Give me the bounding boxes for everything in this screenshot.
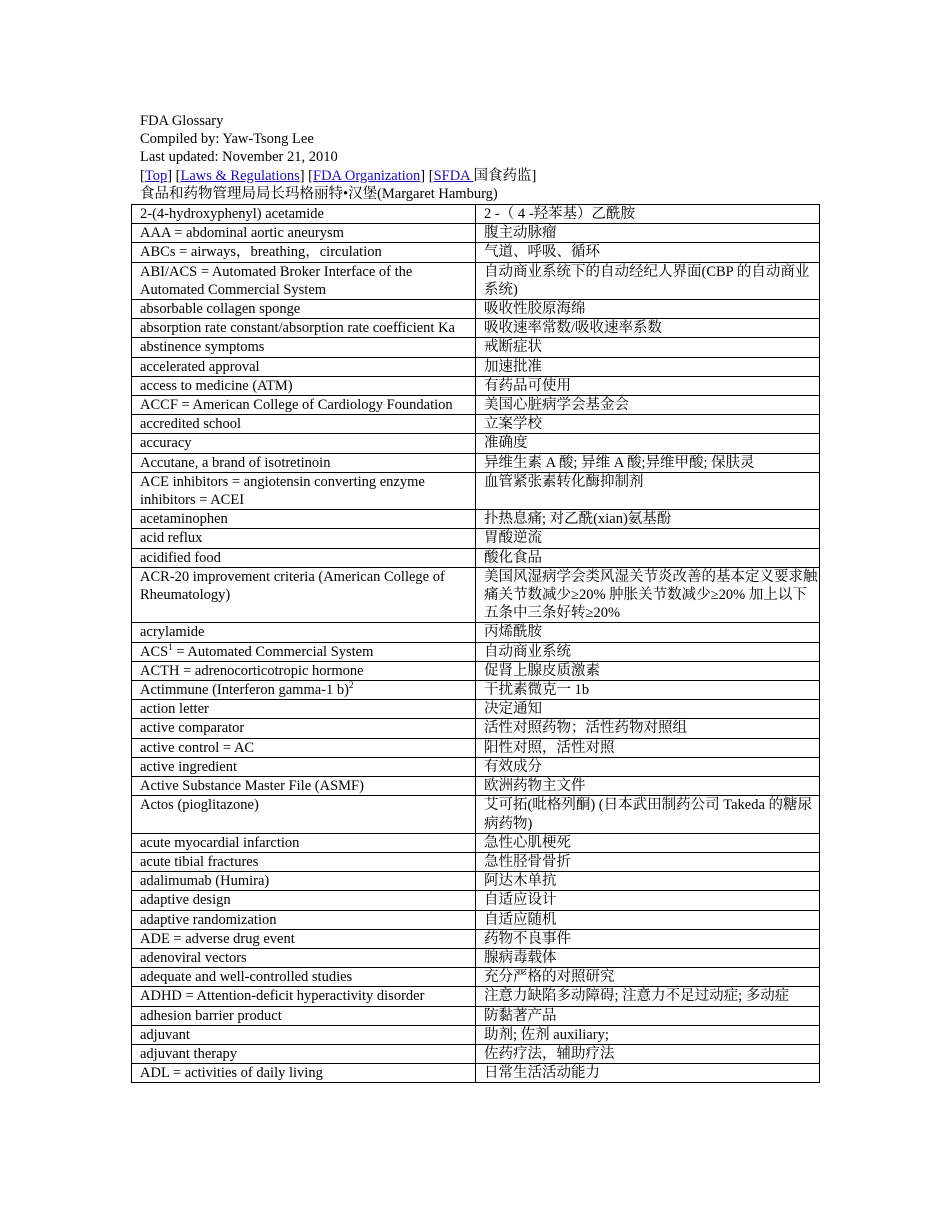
term-english-text: adhesion barrier product (140, 1007, 282, 1024)
table-row (132, 987, 820, 1006)
table-row (132, 453, 820, 472)
term-english-text: action letter (140, 701, 209, 718)
term-english (132, 948, 476, 967)
table-row (132, 872, 820, 891)
table-row (132, 529, 820, 548)
term-chinese: 戒断症状 (476, 338, 820, 357)
term-english (132, 243, 476, 262)
term-chinese: 日常生活活动能力 (476, 1064, 820, 1083)
table-row (132, 757, 820, 776)
term-chinese: 胃酸逆流 (476, 529, 820, 548)
term-chinese: 自动商业系统 (476, 642, 820, 661)
term-english (132, 929, 476, 948)
term-chinese: 吸收性胶原海绵 (476, 300, 820, 319)
term-chinese: 决定通知 (476, 700, 820, 719)
term-chinese: 吸收速率常数/吸收速率系数 (476, 319, 820, 338)
term-english-text: acid reflux (140, 530, 203, 547)
term-english-text: acetaminophen (140, 511, 228, 528)
term-english-text: ADL = activities of daily living (140, 1065, 323, 1082)
term-chinese: 腺病毒载体 (476, 948, 820, 967)
term-english-text: absorption rate constant/absorption rate coefficient Ka (140, 320, 455, 337)
table-row (132, 891, 820, 910)
term-english (132, 338, 476, 357)
table-row (132, 929, 820, 948)
link-fda-organization[interactable]: FDA Organization (313, 167, 421, 184)
term-english (132, 872, 476, 891)
table-row (132, 796, 820, 833)
term-english (132, 757, 476, 776)
table-row (132, 1006, 820, 1025)
table-row (132, 338, 820, 357)
term-english (132, 415, 476, 434)
term-english (132, 910, 476, 929)
term-english (132, 700, 476, 719)
link-laws-regulations[interactable]: Laws & Regulations (180, 167, 300, 184)
table-row (132, 243, 820, 262)
term-chinese: 准确度 (476, 434, 820, 453)
term-english-text: active control = AC (140, 739, 255, 756)
term-english (132, 1044, 476, 1063)
table-row (132, 833, 820, 852)
term-chinese: 药物不良事件 (476, 929, 820, 948)
term-english-text: ABCs = airways，breathing，circulation (140, 244, 382, 261)
term-chinese: 有效成分 (476, 757, 820, 776)
term-english-text: accuracy (140, 435, 192, 452)
term-english-text: accredited school (140, 416, 242, 433)
table-row (132, 396, 820, 415)
term-english (132, 529, 476, 548)
term-english (132, 453, 476, 472)
table-row (132, 300, 820, 319)
term-chinese: 腹主动脉瘤 (476, 224, 820, 243)
term-chinese: 美国心脏病学会基金会 (476, 396, 820, 415)
term-chinese: 血管紧张素转化酶抑制剂 (476, 472, 820, 509)
table-row (132, 852, 820, 871)
term-english (132, 642, 476, 661)
term-chinese: 异维生素 A 酸; 异维 A 酸;异维甲酸; 保肤灵 (476, 453, 820, 472)
term-chinese: 美国风湿病学会类风湿关节炎改善的基本定义要求触痛关节数减少≥20% 肿胀关节数减少≥20% 加上以下五条中三条好转≥20% (476, 567, 820, 623)
footnote-marker: 1 (168, 641, 173, 652)
term-chinese: 立案学校 (476, 415, 820, 434)
table-row (132, 1044, 820, 1063)
term-english (132, 300, 476, 319)
table-row (132, 548, 820, 567)
term-chinese: 注意力缺陷多动障碍; 注意力不足过动症; 多动症 (476, 987, 820, 1006)
term-english (132, 719, 476, 738)
term-english-text: adjuvant therapy (140, 1045, 238, 1062)
term-chinese: 自适应设计 (476, 891, 820, 910)
term-english-text: active ingredient (140, 758, 238, 775)
table-row (132, 319, 820, 338)
table-row (132, 777, 820, 796)
term-english-text: active comparator (140, 720, 245, 737)
table-row (132, 205, 820, 224)
term-english (132, 396, 476, 415)
term-english (132, 510, 476, 529)
term-english-text: accelerated approval (140, 358, 260, 375)
term-english-text: acrylamide (140, 624, 205, 641)
term-english-text: ADHD = Attention-deficit hyperactivity disorder (140, 988, 425, 1005)
table-row (132, 415, 820, 434)
table-row (132, 1064, 820, 1083)
term-english-text: Active Substance Master File (ASMF) (140, 778, 364, 795)
term-english (132, 262, 476, 299)
table-row (132, 623, 820, 642)
term-chinese: 2 -（ 4 -羟苯基）乙酰胺 (476, 205, 820, 224)
term-english (132, 852, 476, 871)
term-english (132, 661, 476, 680)
term-chinese: 防黏著产品 (476, 1006, 820, 1025)
term-english (132, 567, 476, 623)
term-chinese: 有药品可使用 (476, 376, 820, 395)
term-english-text: absorbable collagen sponge (140, 301, 301, 318)
term-english-text: Actimmune (Interferon gamma-1 b) (140, 682, 349, 699)
term-english-text: abstinence symptoms (140, 339, 265, 356)
term-english-text: acute myocardial infarction (140, 834, 300, 851)
term-chinese: 急性心肌梗死 (476, 833, 820, 852)
term-english-text: AAA = abdominal aortic aneurysm (140, 225, 344, 242)
term-english-text: Accutane, a brand of isotretinoin (140, 454, 331, 471)
term-english-text: acute tibial fractures (140, 853, 259, 870)
nav-links: [Top] [Laws & Regulations] [FDA Organization] [SFDA 国食药监] (140, 167, 537, 184)
term-chinese: 艾可拓(吡格列酮) (日本武田制药公司 Takeda 的糖尿病药物) (476, 796, 820, 833)
term-english-text: acidified food (140, 549, 221, 566)
table-row (132, 719, 820, 738)
term-chinese: 阿达木单抗 (476, 872, 820, 891)
term-english (132, 968, 476, 987)
term-chinese: 活性对照药物；活性药物对照组 (476, 719, 820, 738)
term-english-text: adalimumab (Humira) (140, 873, 270, 890)
term-english (132, 357, 476, 376)
term-chinese: 酸化食品 (476, 548, 820, 567)
term-chinese: 欧洲药物主文件 (476, 777, 820, 796)
term-english-text: ABI/ACS = Automated Broker Interface of the Automated Commercial System (140, 263, 413, 298)
term-english (132, 319, 476, 338)
link-sfda[interactable]: SFDA (433, 167, 474, 184)
table-row (132, 224, 820, 243)
table-row (132, 738, 820, 757)
term-chinese: 自适应随机 (476, 910, 820, 929)
glossary-body (132, 205, 820, 1083)
table-row (132, 1025, 820, 1044)
term-chinese: 丙烯酰胺 (476, 623, 820, 642)
table-row (132, 472, 820, 509)
table-row (132, 376, 820, 395)
term-english-text: Actos (pioglitazone) (140, 797, 259, 814)
table-row (132, 910, 820, 929)
table-row (132, 262, 820, 299)
term-english (132, 796, 476, 833)
term-english (132, 623, 476, 642)
term-chinese: 阳性对照，活性对照 (476, 738, 820, 757)
term-english-text: ACCF = American College of Cardiology Foundation (140, 397, 453, 414)
term-english-text: adaptive randomization (140, 911, 277, 928)
compiled-by: Compiled by: Yaw-Tsong Lee (140, 131, 314, 148)
table-row (132, 661, 820, 680)
table-row (132, 968, 820, 987)
table-row (132, 510, 820, 529)
table-row (132, 681, 820, 700)
term-chinese: 加速批准 (476, 357, 820, 376)
term-english-text: adjuvant (140, 1026, 190, 1043)
term-english (132, 548, 476, 567)
term-english-text: adenoviral vectors (140, 949, 247, 966)
term-english (132, 987, 476, 1006)
table-row (132, 700, 820, 719)
term-chinese: 充分严格的对照研究 (476, 968, 820, 987)
term-english-text: ACE inhibitors = angiotensin converting enzyme inhibitors = ACEI (140, 473, 425, 509)
term-english-text: adequate and well-controlled studies (140, 969, 353, 986)
term-english (132, 1064, 476, 1083)
term-chinese: 促肾上腺皮质激素 (476, 661, 820, 680)
term-chinese: 扑热息痛; 对乙酰(xian)氨基酚 (476, 510, 820, 529)
term-chinese: 助剂; 佐剂 auxiliary; (476, 1025, 820, 1044)
term-chinese: 气道、呼吸、循环 (476, 243, 820, 262)
sfda-suffix: 国食药监 (473, 167, 532, 184)
term-english-text: ACR-20 improvement criteria (American College of Rheumatology) (140, 568, 445, 604)
term-english (132, 833, 476, 852)
term-chinese: 急性胫骨骨折 (476, 852, 820, 871)
term-english (132, 1025, 476, 1044)
table-row (132, 567, 820, 623)
term-english (132, 777, 476, 796)
term-english-text: access to medicine (ATM) (140, 377, 293, 394)
term-english (132, 376, 476, 395)
term-chinese: 自动商业系统下的自动经纪人界面(CBP 的自动商业系统) (476, 262, 820, 299)
term-english-text: ADE = adverse drug event (140, 930, 295, 947)
term-english-tail: = Automated Commercial System (172, 643, 374, 660)
term-english (132, 891, 476, 910)
term-chinese: 佐药疗法，辅助疗法 (476, 1044, 820, 1063)
term-english-text: 2-(4-hydroxyphenyl) acetamide (140, 206, 324, 222)
term-english-text: ACS (140, 643, 169, 660)
glossary-table (131, 204, 820, 1083)
table-row (132, 357, 820, 376)
commissioner-line: 食品和药物管理局局长玛格丽特•汉堡(Margaret Hamburg) (140, 185, 498, 202)
term-english-text: ACTH = adrenocorticotropic hormone (140, 662, 364, 679)
last-updated: Last updated: November 21, 2010 (140, 149, 338, 166)
term-english (132, 224, 476, 243)
table-row (132, 642, 820, 661)
link-top[interactable]: Top (144, 167, 168, 184)
term-english-text: adaptive design (140, 892, 231, 909)
footnote-marker: 2 (348, 680, 354, 691)
term-english (132, 434, 476, 453)
document-title: FDA Glossary (140, 113, 224, 129)
term-english (132, 738, 476, 757)
term-english (132, 681, 476, 700)
term-chinese: 干扰素微克一 1b (476, 681, 820, 700)
table-row (132, 948, 820, 967)
document-header (140, 112, 840, 203)
term-english (132, 1006, 476, 1025)
table-row (132, 434, 820, 453)
term-english (132, 472, 476, 509)
term-english (132, 205, 476, 224)
